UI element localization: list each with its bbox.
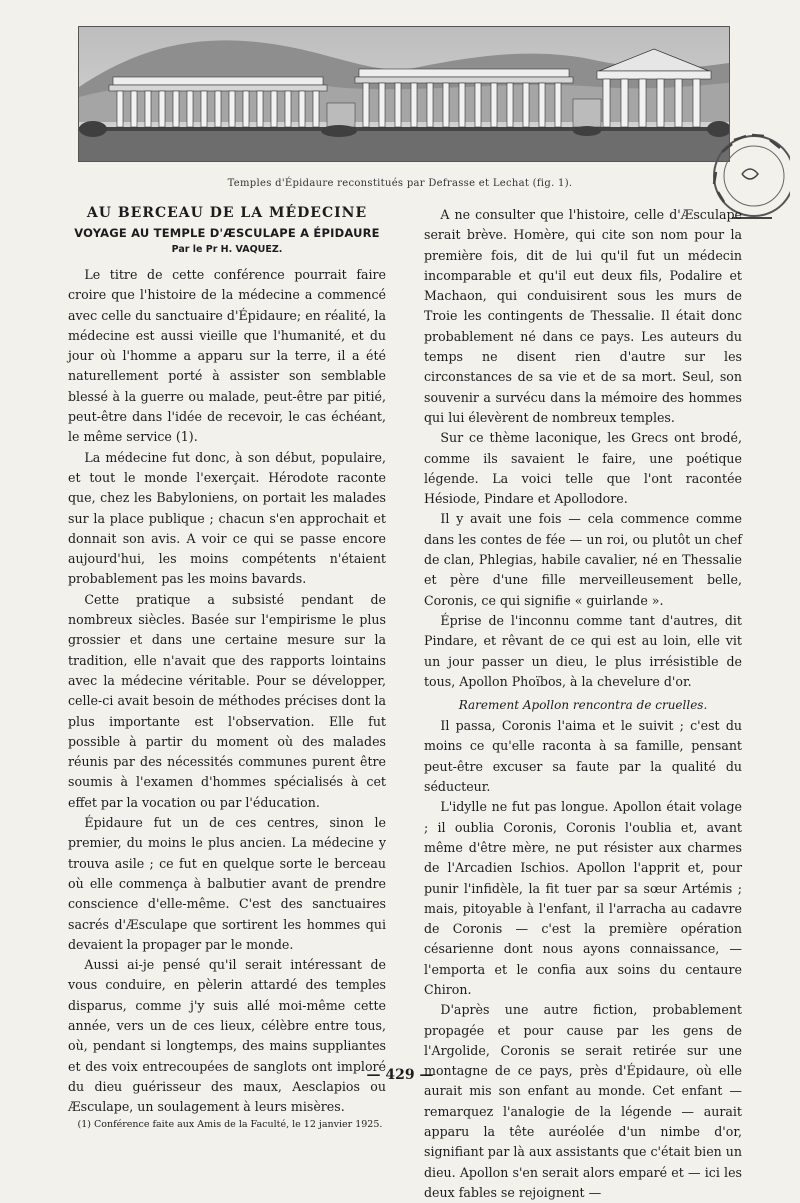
paragraph: Éprise de l'inconnu comme tant d'autres, dit Pindare, et rêvant de ce qui est au loin, elle vit un jour passer un dieu, le plus irrésistible de tous, Apollon Phoïbos, à la chevelure d'or. [424, 612, 742, 689]
paragraph: La médecine fut donc, à son début, populaire, et tout le monde l'exerçait. Hérodote raconte que, chez les Babyloniens, on portait les malades sur la place publique ; chacun s'en approchait et donnait son avis. A voir ce qui se passe encore aujourd'hui, les moins compétents n'étaient probablement pas les moins bavards. [68, 449, 386, 587]
paragraph: A ne consulter que l'histoire, celle d'Æsculape serait brève. Homère, qui cite son nom pour la première fois, dit de lui qu'il fut un médecin incomparable et qu'il eut deux fils, Podalire et Machaon, qui conduisirent sous les murs de Troie les contingents de Thessalie. Il était donc probablement né dans ce pays. Les auteurs du temps ne disent rien d'autre sur les circonstances de sa vie et de sa mort. Seul, son souvenir a survécu dans la mémoire des hommes qui lui élevèrent de nombreux temples. [424, 207, 742, 425]
paragraph: Le titre de cette conférence pourrait faire croire que l'histoire de la médecine a commencé avec celle du sanctuaire d'Épidaure; en réalité, la médecine est aussi vieille que l'humanité, et du jour où l'homme a apparu sur la terre, il a été naturellement porté à assister son semblable blessé à la guerre ou malade, peut-être par pitié, peut-être dans l'idée de recevoir, le cas échéant, le même service (1). [68, 267, 386, 445]
figure-caption: Temples d'Épidaure reconstitués par Defrasse et Lechat (fig. 1). [227, 178, 573, 189]
right-column [424, 205, 742, 1203]
article-author: Par le Pr H. VAQUEZ. [171, 244, 283, 255]
paragraph: L'idylle ne fut pas longue. Apollon était volage ; il oublia Coronis, Coronis l'oublia et, avant même d'être mère, ne put résister aux charmes de l'Arcadien Ischios. Apollon l'apprit et, pour punir l'infidèle, la fit tuer par sa sœur Artémis ; mais, pitoyable à l'enfant, il l'arracha au cadavre de Coronis — c'est la première opération césarienne dont nous ayons connaissance, — l'emporta et le confia aux soins du centaure Chiron. [424, 799, 742, 997]
paragraph: Cette pratique a subsisté pendant de nombreux siècles. Basée sur l'empirisme le plus grossier et dans une certaine mesure sur la tradition, elle n'avait que des rapports lointains avec la médecine véritable. Pour se développer, celle-ci avait besoin de méthodes précises dont la plus importante est l'observation. Elle fut possible à partir du moment où des malades réunis par des nécessités communes purent être soumis à l'examen d'hommes spécialisés à cet effet par la vocation ou par l'éducation. [68, 591, 386, 810]
paragraph: D'après une autre fiction, probablement propagée et pour cause par les gens de l'Argolide, Coronis se serait retirée sur une montagne de ce pays, près d'Épidaure, où elle aurait mis son enfant au monde. Cet enfant — remarquez l'analogie de la légende — aurait apparu la tête auréolée d'un nimbe d'or, signifiant par là aux assistants que c'était bien un dieu. Apollon s'en serait alors emparé et — ici les deux fables se rejoignent — [424, 1002, 742, 1200]
paragraph: Sur ce thème laconique, les Grecs ont brodé, comme ils savaient le faire, une poétique légende. La voici telle que l'ont racontée Hésiode, Pindare et Apollodore. [424, 430, 742, 507]
temple-illustration [78, 26, 730, 162]
page-number: — 429 — [366, 1067, 434, 1083]
paragraph: Il passa, Coronis l'aima et le suivit ; c'est du moins ce qu'elle raconta à sa famille, pensant peut-être excuser sa faute par la qualité du séducteur. [424, 718, 742, 795]
article-subtitle: VOYAGE AU TEMPLE D'ÆSCULAPE A ÉPIDAURE [74, 226, 380, 240]
left-column [68, 205, 386, 1131]
paragraph: Aussi ai-je pensé qu'il serait intéressant de vous conduire, en pèlerin attardé des temples disparus, comme j'y suis allé moi-même cette année, vers un de ces lieux, célèbre entre tous, où, pendant si longtemps, des mains suppliantes et des voix entrecoupées de sanglots ont imploré du dieu guérisseur des maux, Aesclapios ou Æsculape, un soulagement à leurs misères. [68, 957, 386, 1115]
article-title: AU BERCEAU DE LA MÉDECINE [86, 205, 368, 221]
quote-line: Rarement Apollon rencontra de cruelles. [458, 698, 708, 713]
paragraph: Épidaure fut un de ces centres, sinon le premier, du moins le plus ancien. La médecine y trouva asile ; ce fut en quelque sorte le berceau où elle commença à balbutier avant de prendre conscience d'elle-même. C'est des sanctuaires sacrés d'Æsculape que sortirent les hommes qui devaient la propager par le monde. [68, 815, 386, 952]
footnote: (1) Conférence faite aux Amis de la Faculté, le 12 janvier 1925. [77, 1119, 383, 1131]
paragraph: Il y avait une fois — cela commence comme dans les contes de fée — un roi, ou plutôt un chef de clan, Phlegias, habile cavalier, né en Thessalie et père d'une fille merveilleusement belle, Coronis, ce qui signifie « guirlande ». [424, 511, 742, 608]
